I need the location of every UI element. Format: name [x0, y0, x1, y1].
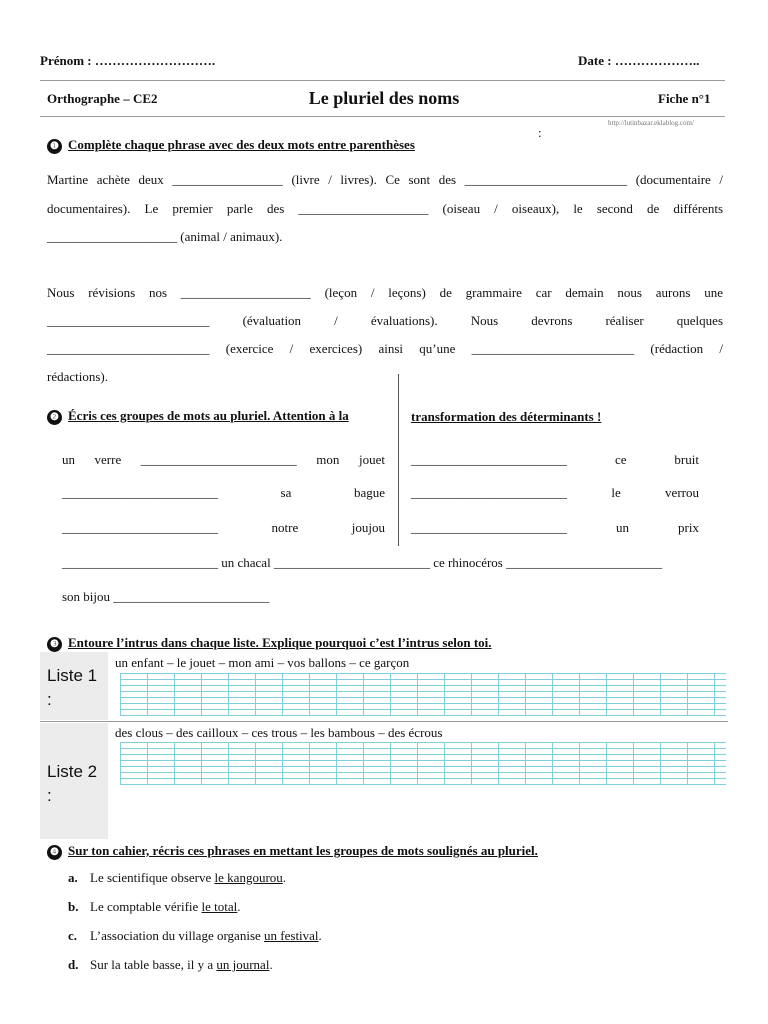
ex2-right-row-3: ________________________ un prix: [411, 520, 699, 535]
sentence-b: b. Le comptable vérifie le total.: [68, 899, 241, 914]
prenom-field: Prénom : ……………………….: [40, 53, 216, 68]
subject-label: Orthographe – CE2: [47, 91, 158, 106]
header-top-rule: [40, 80, 725, 81]
underlined-group: un festival: [264, 928, 319, 943]
liste-1-items: un enfant – le jouet – mon ami – vos ballons – ce garçon: [115, 655, 410, 670]
ex2-right-row-1: ________________________ ce bruit: [411, 452, 699, 467]
sheet-number: Fiche n°1: [658, 91, 711, 106]
liste-2-writing-grid[interactable]: [120, 742, 726, 785]
ex1-p1-line2: documentaires). Le premier parle des ____________________ (oiseau / oiseaux), le second de différents: [47, 201, 723, 216]
liste-1-writing-grid[interactable]: [120, 673, 726, 716]
ex1-p2-line1: Nous révisions nos ____________________ (leçon / leçons) de grammaire car demain nous aurons une: [47, 285, 723, 300]
exercise-4-number-icon: ❹: [47, 845, 62, 860]
underlined-group: un journal: [216, 957, 270, 972]
liste-2-label: Liste 2 :: [47, 762, 98, 805]
liste-separator: [40, 721, 728, 722]
exercise-2-instruction-right: transformation des déterminants !: [411, 409, 602, 424]
ex1-p2-line4: rédactions).: [47, 369, 109, 384]
ex2-last-row: son bijou ________________________: [62, 589, 270, 604]
underlined-group: le kangourou: [214, 870, 283, 885]
exercise-1-instruction: [47, 137, 415, 154]
exercise-1-instruction-text: Complète chaque phrase avec des deux mots entre parenthèses: [68, 137, 415, 152]
exercise-4-instruction: ❹ Sur ton cahier, récris ces phrases en mettant les groupes de mots soulignés au pluriel.: [47, 843, 538, 860]
liste-2-items: des clous – des cailloux – ces trous – les bambous – des écrous: [115, 725, 443, 740]
sentence-c: c. L’association du village organise un festival.: [68, 928, 322, 943]
ex2-left-row-1: un verre ________________________ mon jouet: [62, 452, 385, 467]
ex1-p2-line2: _________________________ (évaluation / évaluations). Nous devrons réaliser quelques: [47, 313, 723, 328]
liste-1-label: Liste 1 :: [47, 666, 98, 709]
stray-colon: :: [538, 125, 542, 140]
exercise-3-instruction: ❸ Entoure l’intrus dans chaque liste. Explique pourquoi c’est l’intrus selon toi.: [47, 635, 492, 652]
ex2-left-row-3: ________________________ notre joujou: [62, 520, 385, 535]
exercise-1-number-icon: ❶: [47, 139, 62, 154]
exercise-2-instruction-left: ❷ Écris ces groupes de mots au pluriel. Attention à la: [47, 408, 349, 425]
page-title: Le pluriel des noms: [308, 88, 460, 108]
underlined-group: le total: [201, 899, 238, 914]
exercise-2-number-icon: ❷: [47, 410, 62, 425]
ex1-p2-line3: _________________________ (exercice / exercices) ainsi qu’une _________________________ (rédaction /: [47, 341, 723, 356]
ex1-p1-line1: Martine achète deux _________________ (livre / livres). Ce sont des _________________________ (documentaire /: [47, 172, 723, 187]
ex2-full-row: ________________________ un chacal ________________________ ce rhinocéros ________________________: [62, 555, 663, 570]
column-divider: [398, 374, 399, 546]
exercise-3-number-icon: ❸: [47, 637, 62, 652]
ex2-left-row-2: ________________________ sa bague: [62, 485, 385, 500]
sentence-d: d. Sur la table basse, il y a un journal.: [68, 957, 273, 972]
sentence-a: a. Le scientifique observe le kangourou.: [68, 870, 287, 885]
header-bottom-rule: [40, 116, 725, 117]
ex2-right-row-2: ________________________ le verrou: [411, 485, 699, 500]
date-field: Date : ………………..: [578, 53, 700, 68]
ex1-p1-line3: ____________________ (animal / animaux).: [47, 229, 283, 244]
source-url: http://lutinbazar.eklablog.com/: [608, 119, 694, 127]
